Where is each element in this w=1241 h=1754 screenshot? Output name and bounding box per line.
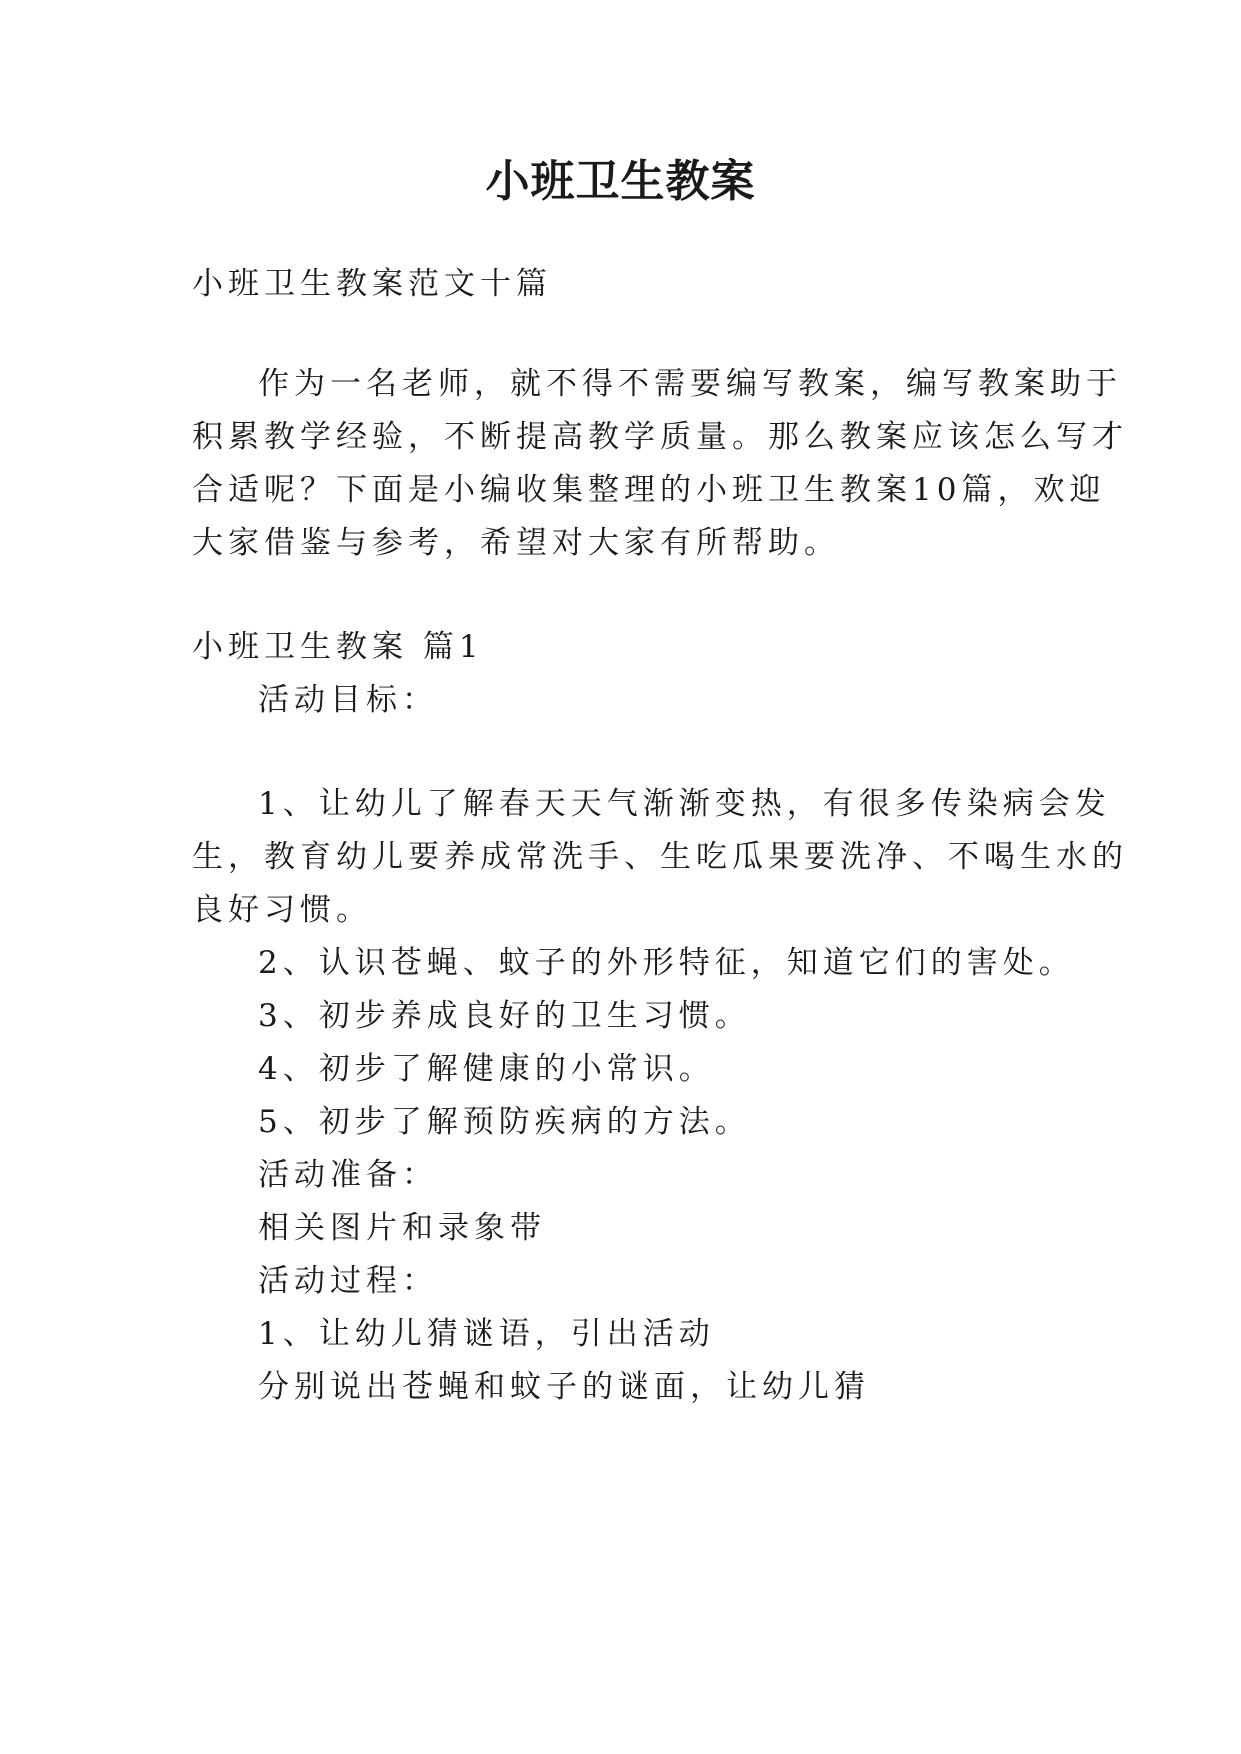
goal-item: 4、初步了解健康的小常识。 (258, 1051, 715, 1087)
section-heading: 小班卫生教案 篇1 (192, 629, 484, 665)
intro-line: 大家借鉴与参考，希望对大家有所帮助。 (192, 525, 840, 561)
intro-line: 积累教学经验，不断提高教学质量。那么教案应该怎么写才 (192, 419, 1128, 455)
goal-item: 1、让幼儿了解春天天气渐渐变热，有很多传染病会发 (258, 786, 1111, 822)
process-step-detail: 分别说出苍蝇和蚊子的谜面，让幼儿猜 (258, 1369, 870, 1405)
document-subtitle: 小班卫生教案范文十篇 (192, 266, 552, 302)
process-step: 1、让幼儿猜谜语，引出活动 (258, 1316, 715, 1352)
goal-item: 5、初步了解预防疾病的方法。 (258, 1104, 751, 1140)
goal-item: 2、认识苍蝇、蚊子的外形特征，知道它们的害处。 (258, 945, 1075, 981)
prep-text: 相关图片和录象带 (258, 1210, 546, 1246)
intro-line: 作为一名老师，就不得不需要编写教案，编写教案助于 (258, 366, 1122, 402)
goals-label: 活动目标： (258, 682, 438, 718)
prep-label: 活动准备： (258, 1157, 438, 1193)
goal-item: 3、初步养成良好的卫生习惯。 (258, 998, 751, 1034)
goal-item-continued: 生，教育幼儿要养成常洗手、生吃瓜果要洗净、不喝生水的 (192, 839, 1128, 875)
intro-line: 合适呢？下面是小编收集整理的小班卫生教案10篇，欢迎 (192, 472, 1106, 508)
document-title: 小班卫生教案 (485, 156, 756, 207)
goal-item-continued: 良好习惯。 (192, 892, 372, 928)
process-label: 活动过程： (258, 1263, 438, 1299)
